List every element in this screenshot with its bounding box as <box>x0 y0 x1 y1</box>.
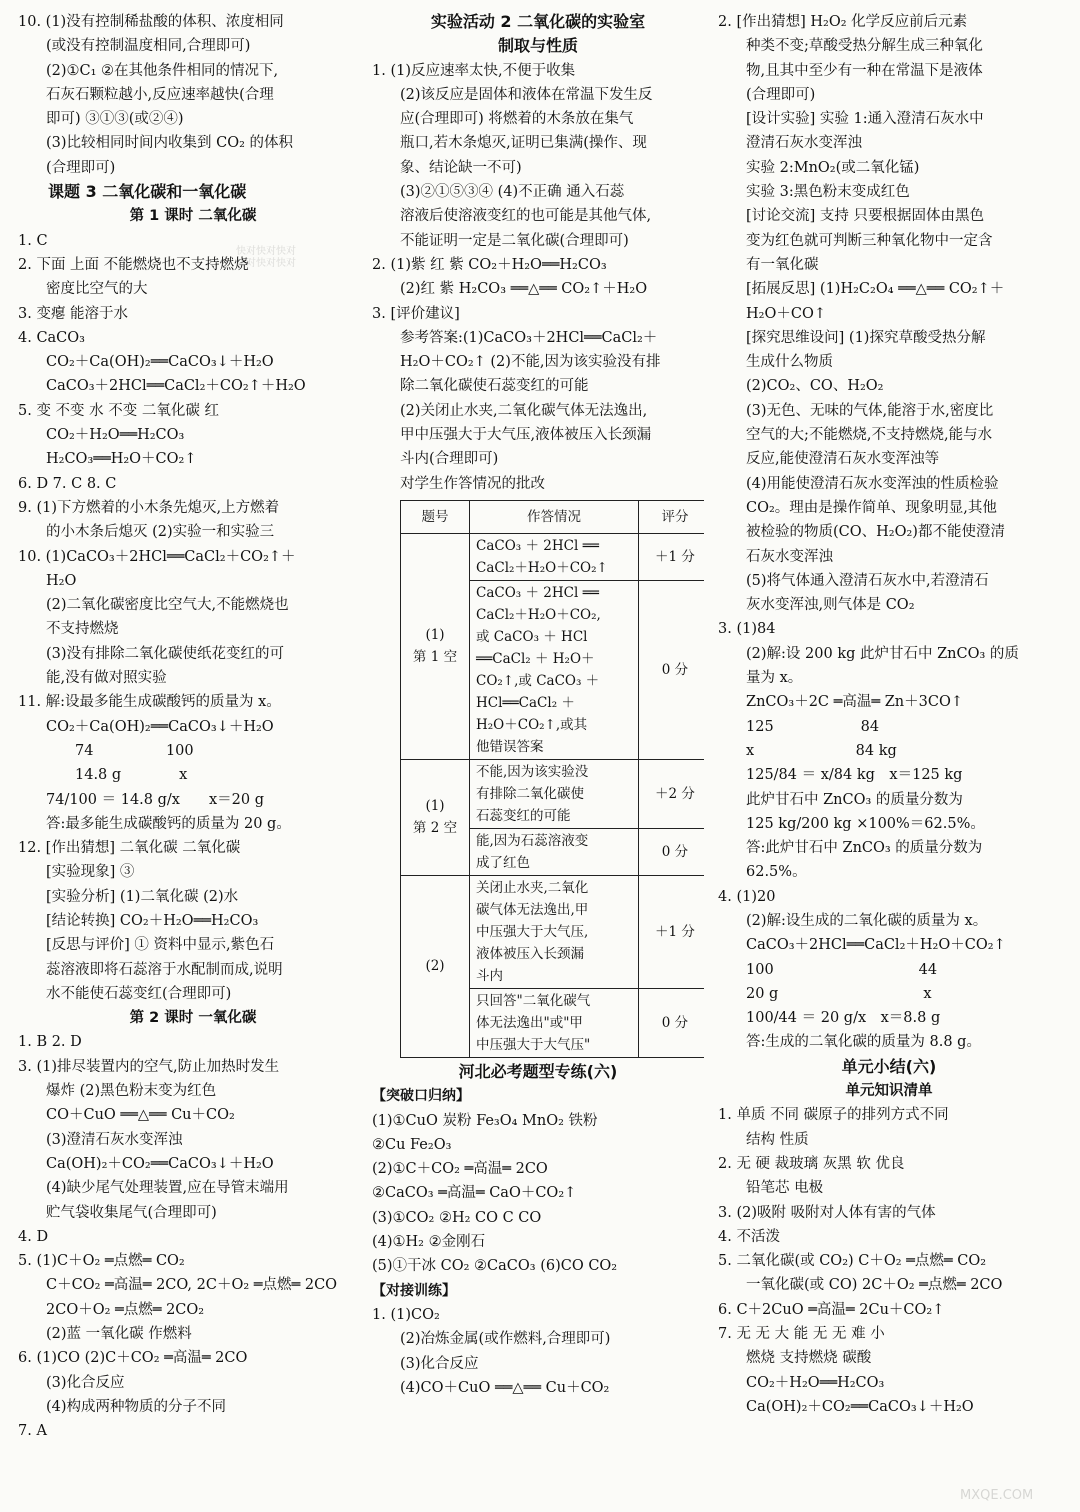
grading-table <box>400 500 704 1058</box>
answer-line: 5. (1)C＋O₂ ═点燃═ CO₂ <box>18 1253 185 1270</box>
answer-line: 100 44 <box>746 961 938 978</box>
answer-line: [实验分析] (1)二氧化碳 (2)水 <box>46 888 239 905</box>
answer-line: 水不能使石蕊变红(合理即可) <box>46 985 232 1002</box>
question-cell: (1) 第 2 空 <box>401 759 470 875</box>
answer-line: (2)CO₂、CO、H₂O₂ <box>746 378 884 395</box>
answer-line: CO＋CuO ══△══ Cu＋CO₂ <box>46 1107 235 1124</box>
answer-line: [探究思维设问] (1)探究草酸受热分解 <box>746 329 986 346</box>
answer-line: 4. D <box>18 1228 49 1245</box>
answer-line: (2)蓝 一氧化碳 作燃料 <box>46 1326 192 1343</box>
answer-line: 2. 下面 上面 不能燃烧也不支持燃烧 <box>18 256 249 273</box>
answer-line: (3)没有排除二氧化碳使纸花变红的可 <box>46 645 285 662</box>
answer-line: ZnCO₃＋2C ═高温═ Zn＋3CO↑ <box>746 694 963 711</box>
answer-line: 10. (1)没有控制稀盐酸的体积、浓度相同 <box>18 14 284 30</box>
answer-line: 1. 单质 不同 碳原子的排列方式不同 <box>718 1107 949 1124</box>
answer-cell: CaCO₃ ＋ 2HCl ══ CaCl₂＋H₂O＋CO₂, 或 CaCO₃ ＋ HCl ══CaCl₂ ＋ H₂O＋ CO₂↑,或 CaCO₃ ＋ HCl══CaCl₂ ＋ H₂O＋CO₂↑,或其 他错误答案 <box>470 580 639 759</box>
answer-line: (5)将气体通入澄清石灰水中,若澄清石 <box>746 572 989 589</box>
answer-line: 实验 2:MnO₂(或二氧化锰) <box>746 159 920 176</box>
table-row <box>401 759 705 828</box>
table-row <box>401 533 705 580</box>
answer-line: 不支持燃烧 <box>46 621 119 638</box>
answer-line: 一氧化碳(或 CO) 2C＋O₂ ═点燃═ 2CO <box>746 1277 1003 1294</box>
answer-line: x 84 kg <box>746 742 897 759</box>
answer-line: 答:最多能生成碳酸钙的质量为 20 g。 <box>46 815 291 832</box>
answer-line: ②CaCO₃ ═高温═ CaO＋CO₂↑ <box>372 1185 577 1202</box>
answer-line: (4)用能使澄清石灰水变浑浊的性质检验 <box>746 475 999 492</box>
answer-line: (2)关闭止水夹,二氧化碳气体无法逸出, <box>400 402 648 419</box>
answer-line: (2)红 紫 H₂CO₃ ══△══ CO₂↑＋H₂O <box>400 281 648 298</box>
subsection-label: 【对接训练】 <box>372 1282 456 1299</box>
answer-line: CO₂＋Ca(OH)₂══CaCO₃↓＋H₂O <box>46 718 274 735</box>
answer-line: (1)①CuO 炭粉 Fe₃O₄ MnO₂ 铁粉 <box>372 1112 598 1129</box>
answer-line: Ca(OH)₂＋CO₂══CaCO₃↓＋H₂O <box>746 1398 974 1415</box>
answer-line: 应(合理即可) 将燃着的木条放在集气 <box>400 111 634 128</box>
section-heading: 单元知识清单 <box>845 1083 933 1100</box>
score-cell: ＋2 分 <box>639 759 705 828</box>
answer-line: 答:此炉甘石中 ZnCO₃ 的质量分数为 <box>746 840 983 857</box>
answer-line: [拓展反思] (1)H₂C₂O₄ ══△══ CO₂↑＋ <box>746 281 1005 298</box>
answer-line: 溶液后使溶液变红的也可能是其他气体, <box>400 208 652 225</box>
answer-line: 物,且其中至少有一种在常温下是液体 <box>746 62 983 79</box>
answer-cell: CaCO₃ ＋ 2HCl ══ CaCl₂＋H₂O＋CO₂↑ <box>470 533 639 580</box>
score-cell: ＋1 分 <box>639 875 705 988</box>
answer-line: 2. 无 硬 裁玻璃 灰黑 软 优良 <box>718 1155 905 1172</box>
answer-line: 斗内(合理即可) <box>400 451 499 468</box>
answer-line: (2)冶炼金属(或作燃料,合理即可) <box>400 1331 611 1348</box>
section-heading: 第 2 课时 一氧化碳 <box>129 1010 257 1027</box>
answer-line: (2)①C₁ ②在其他条件相同的情况下, <box>46 62 279 79</box>
answer-line: 3. (1)84 <box>718 621 776 638</box>
answer-line: 10. (1)CaCO₃＋2HCl══CaCl₂＋CO₂↑＋ <box>18 548 296 565</box>
watermark-site: MXQE.COM <box>960 1488 1034 1503</box>
answer-line: (3)②①⑤③④ (4)不正确 通入石蕊 <box>400 184 625 201</box>
answer-line: 空气的大;不能燃烧,不支持燃烧,能与水 <box>746 427 993 444</box>
answer-cell: 能,因为石蕊溶液变 成了红色 <box>470 828 639 875</box>
answer-line: 贮气袋收集尾气(合理即可) <box>46 1204 217 1221</box>
answer-line: 实验 3:黑色粉末变成红色 <box>746 184 910 201</box>
answer-line: ②Cu Fe₂O₃ <box>372 1136 452 1153</box>
answer-line: (合理即可) <box>46 159 116 176</box>
answer-line: 7. A <box>18 1423 47 1440</box>
answer-column-right <box>718 10 1060 1512</box>
answer-line: (4)CO＋CuO ══△══ Cu＋CO₂ <box>400 1379 610 1396</box>
answer-line: [设计实验] 实验 1:通入澄清石灰水中 <box>746 111 984 128</box>
answer-line: 6. (1)CO (2)C＋CO₂ ═高温═ 2CO <box>18 1350 248 1367</box>
answer-line: 1. B 2. D <box>18 1034 82 1051</box>
answer-line: 结构 性质 <box>746 1131 809 1148</box>
answer-line: (2)解:设生成的二氧化碳的质量为 x。 <box>746 912 988 929</box>
section-heading: 制取与性质 <box>497 36 578 56</box>
answer-line: (3)①CO₂ ②H₂ CO C CO <box>372 1209 542 1226</box>
answer-line: CO₂＋H₂O══H₂CO₃ <box>746 1374 885 1391</box>
answer-line: (合理即可) <box>746 86 816 103</box>
answer-line: 变为红色就可判断三种氧化物中一定含 <box>746 232 993 249</box>
answer-line: (3)澄清石灰水变浑浊 <box>46 1131 183 1148</box>
answer-line: 能,没有做对照实验 <box>46 670 167 687</box>
header-question: 题号 <box>401 500 470 533</box>
answer-line: 125 84 <box>746 718 880 735</box>
answer-line: 1. C <box>18 232 48 249</box>
answer-line: 1. (1)CO₂ <box>372 1306 440 1323</box>
section-heading: 第 1 课时 二氧化碳 <box>129 208 257 225</box>
answer-line: 125/84 ＝ x/84 kg x＝125 kg <box>746 767 963 784</box>
answer-line: (3)化合反应 <box>400 1355 479 1372</box>
question-cell: (2) <box>401 875 470 1057</box>
answer-cell: 不能,因为该实验没 有排除二氧化碳使 石蕊变红的可能 <box>470 759 639 828</box>
answer-line: 74 100 <box>46 742 194 759</box>
answer-line: 6. D 7. C 8. C <box>18 475 117 492</box>
answer-line: 12. [作出猜想] 二氧化碳 二氧化碳 <box>18 840 241 857</box>
answer-line: 125 kg/200 kg ×100%＝62.5%。 <box>746 815 985 832</box>
score-cell: 0 分 <box>639 828 705 875</box>
section-heading: 单元小结(六) <box>841 1056 937 1076</box>
subsection-label: 【突破口归纳】 <box>372 1088 470 1105</box>
answer-line: 甲中压强大于大气压,液体被压入长颈漏 <box>400 427 652 444</box>
answer-line: 4. CaCO₃ <box>18 329 85 346</box>
answer-line: 种类不变;草酸受热分解生成三种氧化 <box>746 38 983 55</box>
answer-line: 9. (1)下方燃着的小木条先熄灭,上方燃着 <box>18 499 280 516</box>
answer-line: (5)①干冰 CO₂ ②CaCO₃ (6)CO CO₂ <box>372 1258 618 1275</box>
answer-line: 6. C＋2CuO ═高温═ 2Cu＋CO₂↑ <box>718 1301 945 1318</box>
answer-line: 铅笔芯 电极 <box>746 1180 824 1197</box>
answer-line: 有一氧化碳 <box>746 256 819 273</box>
answer-line: 石灰石颗粒越小,反应速率越快(合理 <box>46 86 274 103</box>
answer-line: 3. (2)吸附 吸附对人体有害的气体 <box>718 1204 936 1221</box>
answer-line: 除二氧化碳使石蕊变红的可能 <box>400 378 589 395</box>
answer-line: Ca(OH)₂＋CO₂══CaCO₃↓＋H₂O <box>46 1155 274 1172</box>
answer-line: (3)比较相同时间内收集到 CO₂ 的体积 <box>46 135 294 152</box>
answer-line: (2)二氧化碳密度比空气大,不能燃烧也 <box>46 597 289 614</box>
answer-line: (4)①H₂ ②金刚石 <box>372 1234 486 1251</box>
score-cell: 0 分 <box>639 580 705 759</box>
answer-line: H₂O <box>46 572 77 589</box>
answer-cell: 只回答"二氧化碳气 体无法逸出"或"甲 中压强大于大气压" <box>470 988 639 1057</box>
answer-line: 燃烧 支持燃烧 碳酸 <box>746 1350 872 1367</box>
answer-line: 参考答案:(1)CaCO₃＋2HCl══CaCl₂＋ <box>400 329 658 346</box>
answer-line: 7. 无 无 大 能 无 无 难 小 <box>718 1326 885 1343</box>
answer-line: H₂O＋CO↑ <box>746 305 826 322</box>
answer-line: 3. [评价建议] <box>372 305 460 322</box>
answer-line: 量为 x。 <box>746 670 803 687</box>
question-cell: (1) 第 1 空 <box>401 533 470 759</box>
answer-line: 4. 不活泼 <box>718 1228 780 1245</box>
answer-line: 生成什么物质 <box>746 354 833 371</box>
header-answer: 作答情况 <box>470 500 639 533</box>
answer-line: 14.8 g x <box>46 767 188 784</box>
answer-line: [反思与评价] ① 资料中显示,紫色石 <box>46 937 275 954</box>
answer-line: 蕊溶液即将石蕊溶于水配制而成,说明 <box>46 961 283 978</box>
answer-line: 4. (1)20 <box>718 888 776 905</box>
answer-line: 被检验的物质(CO、H₂O₂)都不能使澄清 <box>746 524 1005 541</box>
answer-line: 的小木条后熄灭 (2)实验一和实验三 <box>46 524 275 541</box>
answer-line: 20 g x <box>746 985 932 1002</box>
answer-line: (3)无色、无味的气体,能溶于水,密度比 <box>746 402 994 419</box>
section-heading: 课题 3 二氧化碳和一氧化碳 <box>48 182 247 202</box>
answer-line: H₂O＋CO₂↑ (2)不能,因为该实验没有排 <box>400 354 661 371</box>
answer-line: CO₂＋Ca(OH)₂══CaCO₃↓＋H₂O <box>46 354 274 371</box>
answer-line: 5. 二氧化碳(或 CO₂) C＋O₂ ═点燃═ CO₂ <box>718 1253 987 1270</box>
answer-line: C＋CO₂ ═高温═ 2CO, 2C＋O₂ ═点燃═ 2CO <box>46 1277 338 1294</box>
answer-line: 2. [作出猜想] H₂O₂ 化学反应前后元素 <box>718 14 968 30</box>
answer-line: 反应,能使澄清石灰水变浑浊等 <box>746 451 940 468</box>
answer-line: [讨论交流] 支持 只要根据固体由黑色 <box>746 208 985 225</box>
answer-line: 1. (1)反应速率太快,不便于收集 <box>372 62 576 79</box>
answer-line: (3)化合反应 <box>46 1374 125 1391</box>
answer-line: (4)构成两种物质的分子不同 <box>46 1398 227 1415</box>
watermark-text: 快对快对快对 快对快对快对 <box>236 246 296 269</box>
answer-line: 澄清石灰水变浑浊 <box>746 135 862 152</box>
answer-line: 石灰水变浑浊 <box>746 548 833 565</box>
answer-line: 3. (1)排尽装置内的空气,防止加热时发生 <box>18 1058 280 1075</box>
answer-line: 瓶口,若木条熄灭,证明已集满(操作、现 <box>400 135 647 152</box>
answer-line: CaCO₃＋2HCl══CaCl₂＋CO₂↑＋H₂O <box>46 378 306 395</box>
answer-line: 答:生成的二氧化碳的质量为 8.8 g。 <box>746 1034 981 1051</box>
experiment-activity-section <box>372 10 704 496</box>
answer-line: (2)该反应是固体和液体在常温下发生反 <box>400 86 653 103</box>
answer-line: 62.5%。 <box>746 864 807 881</box>
section-heading: 河北必考题型专练(六) <box>458 1061 618 1081</box>
hebei-practice-section <box>372 1060 704 1400</box>
answer-column-left <box>18 10 368 1512</box>
answer-line: 5. 变 不变 水 不变 二氧化碳 红 <box>18 402 219 419</box>
header-score: 评分 <box>639 500 705 533</box>
answer-line: CaCO₃＋2HCl══CaCl₂＋H₂O＋CO₂↑ <box>746 937 1006 954</box>
answer-line: 74/100 ＝ 14.8 g/x x＝20 g <box>46 791 264 808</box>
grading-table-header <box>401 500 705 533</box>
answer-line: (4)缺少尾气处理装置,应在导管末端用 <box>46 1180 289 1197</box>
answer-line: CO₂＋H₂O══H₂CO₃ <box>46 427 185 444</box>
answer-line: 对学生作答情况的批改 <box>400 475 545 492</box>
answer-line: (或没有控制温度相同,合理即可) <box>46 38 251 55</box>
table-row <box>401 875 705 988</box>
answer-line: 灰水变浑浊,则气体是 CO₂ <box>746 597 915 614</box>
answer-line: 爆炸 (2)黑色粉末变为红色 <box>46 1083 217 1100</box>
answer-line: 100/44 ＝ 20 g/x x＝8.8 g <box>746 1010 941 1027</box>
score-cell: 0 分 <box>639 988 705 1057</box>
answer-cell: 关闭止水夹,二氧化 碳气体无法逸出,甲 中压强大于大气压, 液体被压入长颈漏 斗内 <box>470 875 639 988</box>
answer-line: 2. (1)紫 红 紫 CO₂＋H₂O══H₂CO₃ <box>372 256 607 273</box>
answer-line: [实验现象] ③ <box>46 864 135 881</box>
answer-line: CO₂。理由是操作简单、现象明显,其他 <box>746 499 997 516</box>
answer-line: 密度比空气的大 <box>46 281 148 298</box>
section-heading: 实验活动 2 二氧化碳的实验室 <box>430 12 646 31</box>
answer-line: 2CO＋O₂ ═点燃═ 2CO₂ <box>46 1301 205 1318</box>
score-cell: ＋1 分 <box>639 533 705 580</box>
answer-line: 此炉甘石中 ZnCO₃ 的质量分数为 <box>746 791 963 808</box>
answer-line: 象、结论缺一不可) <box>400 159 522 176</box>
answer-line: 3. 变瘪 能溶于水 <box>18 305 129 322</box>
answer-line: (2)解:设 200 kg 此炉甘石中 ZnCO₃ 的质 <box>746 645 1019 662</box>
answer-line: 不能证明一定是二氧化碳(合理即可) <box>400 232 629 249</box>
answer-line: 11. 解:设最多能生成碳酸钙的质量为 x。 <box>18 694 281 711</box>
answer-line: (2)①C＋CO₂ ═高温═ 2CO <box>372 1161 548 1178</box>
answer-line: [结论转换] CO₂＋H₂O══H₂CO₃ <box>46 912 259 929</box>
answer-column-middle <box>372 10 704 1512</box>
answer-line: 即可) ③①③(或②④) <box>46 111 184 128</box>
answer-line: H₂CO₃══H₂O＋CO₂↑ <box>46 451 197 468</box>
